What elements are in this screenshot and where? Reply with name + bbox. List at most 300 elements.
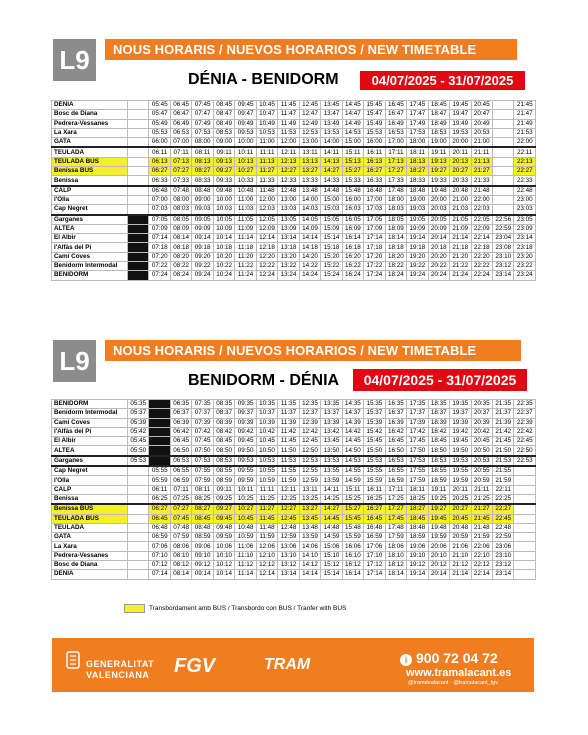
station-name: Benidorm Intermodal — [52, 409, 128, 418]
time-cell: 17:12 — [364, 561, 385, 570]
time-cell: 05:55 — [149, 466, 170, 476]
time-cell: 12:06 — [256, 542, 277, 551]
time-cell: 06:49 — [170, 119, 191, 128]
time-cell: 22:39 — [514, 418, 536, 427]
time-cell: 06:25 — [149, 494, 170, 504]
time-cell — [149, 437, 170, 446]
time-cell: 11:00 — [235, 195, 256, 204]
time-cell: 14:05 — [299, 215, 320, 225]
time-cell: 09:10 — [192, 551, 213, 560]
time-cell: 07:48 — [170, 186, 191, 196]
time-cell: 22:00 — [471, 195, 492, 204]
time-cell: 16:49 — [385, 119, 406, 128]
time-cell — [128, 119, 149, 128]
time-cell: 17:27 — [385, 167, 406, 176]
time-cell: 09:11 — [213, 147, 234, 157]
time-cell: 18:00 — [407, 138, 428, 148]
time-cell: 18:25 — [407, 494, 428, 504]
time-cell: 09:00 — [192, 195, 213, 204]
time-cell: 22:10 — [471, 551, 492, 560]
table-row — [52, 157, 536, 166]
time-cell: 14:13 — [321, 157, 342, 166]
time-cell: 09:06 — [192, 542, 213, 551]
time-cell: 14:11 — [321, 485, 342, 494]
time-cell — [492, 186, 513, 196]
time-cell: 08:13 — [192, 157, 213, 166]
station-name: Cap Negret — [52, 205, 128, 215]
time-cell: 21:18 — [450, 243, 471, 252]
time-cell: 13:13 — [299, 157, 320, 166]
time-cell: 05:39 — [128, 418, 149, 427]
time-cell: 13:37 — [321, 409, 342, 418]
time-cell: 06:53 — [170, 128, 191, 137]
time-cell: 07:18 — [149, 243, 170, 252]
time-cell — [128, 215, 149, 225]
time-cell: 20:39 — [471, 418, 492, 427]
time-cell: 19:53 — [450, 456, 471, 466]
time-cell: 16:12 — [342, 561, 363, 570]
time-cell: 06:39 — [170, 418, 191, 427]
time-cell: 20:27 — [450, 504, 471, 514]
time-cell: 13:09 — [278, 224, 299, 233]
time-cell: 08:06 — [170, 542, 191, 551]
table-row — [52, 542, 536, 551]
time-cell: 20:45 — [471, 101, 492, 110]
time-cell: 19:24 — [407, 271, 428, 280]
date-range: 04/07/2025 - 31/07/2025 — [353, 369, 527, 391]
time-cell: 08:27 — [192, 504, 213, 514]
time-cell: 14:10 — [299, 551, 320, 560]
station-name: Bosc de Diana — [52, 110, 128, 119]
time-cell: 21:49 — [514, 119, 536, 128]
time-cell: 14:00 — [321, 138, 342, 148]
time-cell: 13:22 — [278, 262, 299, 271]
time-cell: 21:45 — [471, 514, 492, 523]
time-cell: 06:48 — [149, 523, 170, 532]
time-cell: 11:33 — [256, 176, 277, 186]
time-cell: 10:39 — [256, 418, 277, 427]
time-cell: 12:53 — [299, 456, 320, 466]
time-cell: 16:55 — [385, 466, 406, 476]
time-cell: 23:08 — [492, 243, 513, 252]
time-cell: 08:49 — [213, 119, 234, 128]
time-cell: 12:35 — [299, 400, 320, 409]
time-cell: 07:13 — [170, 157, 191, 166]
time-cell: 16:11 — [364, 147, 385, 157]
time-cell: 10:10 — [213, 551, 234, 560]
time-cell: 13:33 — [299, 176, 320, 186]
time-cell: 06:47 — [170, 110, 191, 119]
time-cell: 15:37 — [364, 409, 385, 418]
time-cell: 07:37 — [192, 409, 213, 418]
time-cell: 09:37 — [235, 409, 256, 418]
time-cell: 21:48 — [471, 186, 492, 196]
time-cell: 19:49 — [450, 119, 471, 128]
table-row — [52, 523, 536, 532]
time-cell: 10:27 — [235, 167, 256, 176]
time-cell: 05:37 — [128, 409, 149, 418]
time-cell: 23:06 — [492, 542, 513, 551]
time-cell: 19:53 — [450, 128, 471, 137]
time-cell: 08:11 — [192, 147, 213, 157]
time-cell: 09:45 — [213, 514, 234, 523]
time-cell: 09:33 — [213, 176, 234, 186]
time-cell: 07:53 — [192, 128, 213, 137]
time-cell: 20:48 — [450, 523, 471, 532]
station-name: ALTEA — [52, 446, 128, 456]
time-cell: 07:42 — [192, 427, 213, 436]
time-cell: 23:12 — [492, 262, 513, 271]
time-cell: 18:59 — [407, 533, 428, 542]
phone-number: i 900 72 04 72 — [400, 650, 498, 666]
station-name: TEULADA — [52, 523, 128, 532]
time-cell: 15:49 — [364, 119, 385, 128]
time-cell: 21:25 — [471, 494, 492, 504]
time-cell: 17:45 — [407, 101, 428, 110]
time-cell: 18:27 — [407, 504, 428, 514]
time-cell: 18:09 — [385, 224, 406, 233]
time-cell: 08:35 — [213, 400, 234, 409]
time-cell: 21:05 — [450, 215, 471, 225]
time-cell: 16:14 — [342, 234, 363, 243]
time-cell: 16:27 — [364, 167, 385, 176]
time-cell — [149, 400, 170, 409]
time-cell: 17:03 — [364, 205, 385, 215]
table-row — [52, 418, 536, 427]
time-cell: 11:53 — [278, 128, 299, 137]
table-row — [52, 186, 536, 196]
table-row — [52, 427, 536, 436]
time-cell: 07:59 — [192, 476, 213, 485]
time-cell: 13:00 — [278, 195, 299, 204]
time-cell: 18:45 — [407, 514, 428, 523]
time-cell: 21:50 — [492, 446, 513, 456]
time-cell: 14:47 — [342, 110, 363, 119]
time-cell: 22:45 — [514, 437, 536, 446]
time-cell: 08:09 — [170, 224, 191, 233]
time-cell: 18:37 — [428, 409, 449, 418]
table-row — [52, 262, 536, 271]
time-cell: 08:11 — [192, 485, 213, 494]
station-name: DÉNIA — [52, 101, 128, 110]
time-cell: 20:47 — [471, 110, 492, 119]
time-cell: 11:00 — [256, 138, 277, 148]
table-row — [52, 119, 536, 128]
time-cell: 17:49 — [407, 119, 428, 128]
station-name: Benissa — [52, 494, 128, 504]
time-cell: 21:53 — [492, 456, 513, 466]
station-name: Benidorm Intermodal — [52, 262, 128, 271]
table-row — [52, 271, 536, 280]
station-name: El Albir — [52, 234, 128, 243]
time-cell: 10:13 — [235, 157, 256, 166]
time-cell: 14:14 — [299, 570, 320, 579]
time-cell: 20:06 — [428, 542, 449, 551]
time-cell: 10:03 — [213, 205, 234, 215]
time-cell: 07:47 — [192, 110, 213, 119]
station-name: l'Alfàs del Pi — [52, 427, 128, 436]
time-cell — [492, 157, 513, 166]
time-cell: 08:55 — [213, 466, 234, 476]
time-cell — [149, 409, 170, 418]
time-cell: 15:50 — [364, 446, 385, 456]
time-cell: 09:12 — [192, 561, 213, 570]
time-cell: 19:39 — [450, 418, 471, 427]
time-cell: 18:14 — [385, 234, 406, 243]
time-cell: 14:39 — [342, 418, 363, 427]
time-cell: 07:35 — [192, 400, 213, 409]
time-cell: 16:27 — [364, 504, 385, 514]
time-cell: 05:35 — [128, 400, 149, 409]
time-cell: 08:59 — [192, 533, 213, 542]
website-link[interactable]: www.tramalacant.es — [406, 667, 512, 679]
time-cell: 14:45 — [321, 514, 342, 523]
time-cell: 22:20 — [471, 252, 492, 261]
time-cell: 21:14 — [450, 234, 471, 243]
table-row — [52, 504, 536, 514]
time-cell: 10:48 — [235, 523, 256, 532]
time-cell: 19:45 — [428, 514, 449, 523]
info-icon: i — [400, 654, 412, 666]
time-cell: 13:35 — [321, 400, 342, 409]
time-cell: 05:59 — [149, 476, 170, 485]
time-cell: 06:13 — [149, 157, 170, 166]
time-cell: 23:12 — [492, 561, 513, 570]
time-cell: 19:33 — [428, 176, 449, 186]
time-cell — [492, 147, 513, 157]
time-cell: 08:53 — [213, 456, 234, 466]
time-cell: 08:14 — [170, 570, 191, 579]
time-cell: 14:53 — [342, 128, 363, 137]
time-cell: 11:53 — [278, 456, 299, 466]
time-cell: 18:50 — [428, 446, 449, 456]
time-cell: 21:09 — [450, 224, 471, 233]
time-cell: 08:00 — [192, 138, 213, 148]
time-cell: 11:45 — [256, 514, 277, 523]
time-cell: 17:14 — [364, 570, 385, 579]
table-row — [52, 234, 536, 243]
time-cell: 15:09 — [321, 224, 342, 233]
table-row — [52, 167, 536, 176]
table-row — [52, 205, 536, 215]
time-cell — [492, 195, 513, 204]
time-cell: 17:11 — [385, 485, 406, 494]
table-row — [52, 494, 536, 504]
time-cell: 13:25 — [299, 494, 320, 504]
time-cell: 09:48 — [213, 186, 234, 196]
time-cell: 17:59 — [385, 533, 406, 542]
time-cell: 18:45 — [428, 101, 449, 110]
time-cell: 15:59 — [342, 533, 363, 542]
table-row — [52, 400, 536, 409]
time-cell: 12:59 — [278, 533, 299, 542]
time-cell: 10:14 — [213, 234, 234, 243]
time-cell: 11:25 — [256, 494, 277, 504]
time-cell: 07:55 — [192, 466, 213, 476]
time-cell: 13:45 — [299, 514, 320, 523]
time-cell: 09:03 — [192, 205, 213, 215]
time-cell: 13:48 — [299, 523, 320, 532]
time-cell: 07:27 — [170, 167, 191, 176]
time-cell — [514, 523, 536, 532]
time-cell — [514, 504, 536, 514]
time-cell: 14:53 — [342, 456, 363, 466]
time-cell: 20:55 — [471, 466, 492, 476]
time-cell: 20:49 — [471, 119, 492, 128]
time-cell: 19:18 — [407, 243, 428, 252]
time-cell: 19:27 — [428, 167, 449, 176]
time-cell: 08:45 — [213, 101, 234, 110]
time-cell: 21:24 — [450, 271, 471, 280]
time-cell: 13:05 — [278, 215, 299, 225]
time-cell: 13:42 — [321, 427, 342, 436]
time-cell: 13:27 — [299, 504, 320, 514]
time-cell: 10:47 — [256, 110, 277, 119]
time-cell: 18:49 — [428, 119, 449, 128]
time-cell: 22:14 — [471, 570, 492, 579]
time-cell: 20:27 — [450, 167, 471, 176]
timetable-benidorm-denia — [51, 399, 536, 580]
time-cell: 12:14 — [256, 570, 277, 579]
time-cell: 17:48 — [385, 186, 406, 196]
transfer-swatch — [124, 604, 145, 613]
time-cell: 10:11 — [235, 485, 256, 494]
time-cell: 09:45 — [235, 437, 256, 446]
time-cell: 11:47 — [278, 110, 299, 119]
time-cell — [514, 542, 536, 551]
time-cell: 22:48 — [514, 186, 536, 196]
time-cell: 14:00 — [299, 195, 320, 204]
time-cell: 05:53 — [149, 128, 170, 137]
time-cell: 06:45 — [170, 101, 191, 110]
time-cell: 18:00 — [385, 195, 406, 204]
time-cell: 15:27 — [342, 167, 363, 176]
time-cell: 10:00 — [235, 138, 256, 148]
time-cell: 16:20 — [342, 252, 363, 261]
time-cell: 08:48 — [192, 523, 213, 532]
table-row — [52, 128, 536, 137]
time-cell — [128, 570, 149, 579]
time-cell: 20:53 — [471, 456, 492, 466]
time-cell: 15:48 — [342, 523, 363, 532]
table-row — [52, 514, 536, 523]
time-cell: 23:14 — [492, 271, 513, 280]
time-cell — [514, 551, 536, 560]
header-bar: NOUS HORARIS / NUEVOS HORARIOS / NEW TIMETABLE — [105, 39, 517, 60]
time-cell — [128, 186, 149, 196]
time-cell: 12:18 — [256, 243, 277, 252]
time-cell: 06:11 — [149, 485, 170, 494]
time-cell: 14:35 — [342, 400, 363, 409]
time-cell: 18:22 — [385, 262, 406, 271]
time-cell — [514, 561, 536, 570]
time-cell: 20:20 — [428, 252, 449, 261]
time-cell: 12:48 — [278, 186, 299, 196]
time-cell: 07:45 — [170, 514, 191, 523]
time-cell: 13:27 — [299, 167, 320, 176]
time-cell: 13:00 — [299, 138, 320, 148]
time-cell: 21:35 — [492, 400, 513, 409]
time-cell — [128, 224, 149, 233]
table-row — [52, 224, 536, 233]
time-cell: 11:13 — [256, 157, 277, 166]
time-cell: 22:48 — [492, 523, 513, 532]
time-cell — [149, 446, 170, 456]
time-cell: 07:12 — [149, 561, 170, 570]
time-cell: 13:53 — [321, 128, 342, 137]
table-row — [52, 409, 536, 418]
time-cell: 05:42 — [128, 427, 149, 436]
time-cell: 09:47 — [235, 110, 256, 119]
station-name: Benissa BUS — [52, 504, 128, 514]
time-cell: 16:11 — [364, 485, 385, 494]
time-cell — [514, 514, 536, 523]
time-cell: 06:59 — [149, 533, 170, 542]
time-cell: 20:14 — [428, 234, 449, 243]
time-cell: 07:00 — [170, 138, 191, 148]
time-cell: 08:24 — [170, 271, 191, 280]
time-cell: 12:45 — [278, 514, 299, 523]
time-cell: 11:10 — [235, 551, 256, 560]
time-cell: 09:11 — [213, 485, 234, 494]
time-cell — [128, 205, 149, 215]
time-cell: 14:14 — [299, 234, 320, 243]
time-cell: 17:00 — [385, 138, 406, 148]
table-row — [52, 466, 536, 476]
time-cell: 14:48 — [321, 186, 342, 196]
time-cell: 12:49 — [299, 119, 320, 128]
table-row — [52, 533, 536, 542]
time-cell: 18:53 — [428, 456, 449, 466]
time-cell: 18:47 — [428, 110, 449, 119]
time-cell: 12:50 — [299, 446, 320, 456]
time-cell: 23:22 — [514, 262, 536, 271]
time-cell: 20:09 — [428, 224, 449, 233]
time-cell: 11:27 — [256, 167, 277, 176]
time-cell: 20:10 — [428, 551, 449, 560]
time-cell: 14:11 — [321, 147, 342, 157]
time-cell: 09:13 — [213, 157, 234, 166]
time-cell: 09:55 — [235, 466, 256, 476]
time-cell: 12:14 — [256, 234, 277, 243]
time-cell: 06:27 — [149, 167, 170, 176]
time-cell — [514, 570, 536, 579]
time-cell: 14:09 — [299, 224, 320, 233]
time-cell: 15:03 — [321, 205, 342, 215]
time-cell: 10:14 — [213, 570, 234, 579]
time-cell: 13:55 — [321, 466, 342, 476]
time-cell: 19:59 — [450, 476, 471, 485]
time-cell — [128, 138, 149, 148]
time-cell — [128, 157, 149, 166]
time-cell: 07:20 — [149, 252, 170, 261]
time-cell: 20:13 — [450, 157, 471, 166]
time-cell: 11:05 — [235, 215, 256, 225]
time-cell: 18:42 — [428, 427, 449, 436]
time-cell: 22:45 — [492, 514, 513, 523]
time-cell: 07:14 — [149, 570, 170, 579]
time-cell: 19:27 — [428, 504, 449, 514]
time-cell: 19:37 — [450, 409, 471, 418]
time-cell: 22:00 — [514, 138, 536, 148]
time-cell — [128, 504, 149, 514]
time-cell: 15:14 — [321, 234, 342, 243]
station-name: Pedrera-Vessanes — [52, 119, 128, 128]
time-cell: 12:53 — [299, 128, 320, 137]
time-cell: 13:20 — [278, 252, 299, 261]
time-cell: 09:49 — [235, 119, 256, 128]
generalitat-logo — [66, 650, 80, 675]
